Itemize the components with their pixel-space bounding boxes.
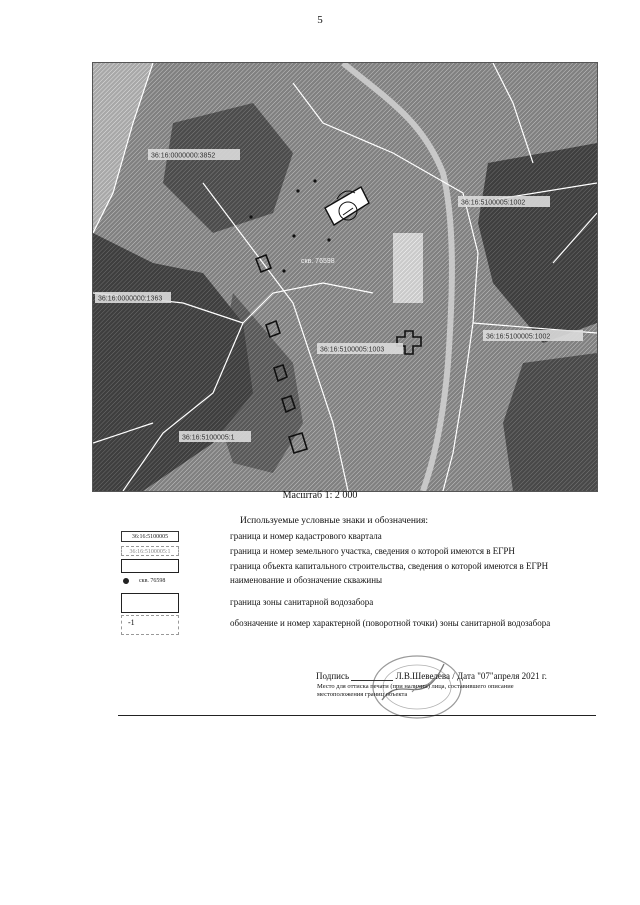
bottom-rule [118,715,596,716]
legend-desc-well: наименование и обозначение скважины [230,575,383,585]
legend-desc-characteristic-point: обозначение и номер характерной (поворотной точки) зоны санитарной водозабора [230,618,551,628]
page-number: 5 [317,14,323,26]
label-parcel-right-top: 36:16:5100005:1002 [461,199,526,207]
legend-symbol-well: скв. 76598 [121,576,179,586]
label-parcel-right-mid: 36:16:5100005:1002 [486,333,551,341]
map-svg [93,63,597,491]
map-scale: Масштаб 1: 2 000 [282,490,358,501]
signature-name-date: Л.В.Шевелева / Дата "07"апреля 2021 г. [395,671,547,681]
signature-note: Место для оттиска печати (при наличии) лица, составившего описание местоположения границ объекта [317,683,514,698]
legend-desc-sanitary-zone: граница зоны санитарной водозабора [230,597,374,607]
legend-desc-cadastral-quarter: граница и номер кадастрового квартала [230,531,382,541]
map-image [92,62,598,492]
well-dot-icon [123,578,129,584]
label-well: скв. 76598 [301,258,335,265]
legend-desc-building: граница объекта капитального строительства, сведения о которой имеются в ЕГРН [230,561,549,571]
legend-symbol-building [121,559,179,573]
clearing [393,233,423,303]
legend-symbol-land-parcel: 36:16:5100005:1 [121,546,179,556]
label-parcel-bottom: 36:16:5100005:1 [182,434,235,442]
legend-desc-land-parcel: граница и номер земельного участка, сведения о которой имеются в ЕГРН [230,546,515,556]
label-parcel-top: 36:16:0000000:3852 [151,152,216,160]
signature-line [316,671,547,681]
signature-label: Подпись [316,671,350,681]
legend-symbol-characteristic-point: -1 [121,615,179,635]
legend-title: Используемые условные знаки и обозначения: [240,516,429,526]
label-parcel-center: 36:16:5100005:1003 [320,346,385,354]
label-parcel-left: 36:16:0000000:1363 [98,295,163,303]
legend-symbol-sanitary-zone [121,593,179,613]
signature-blank [351,680,393,681]
legend-symbol-cadastral-quarter: 36:16:5100005 [121,531,179,542]
